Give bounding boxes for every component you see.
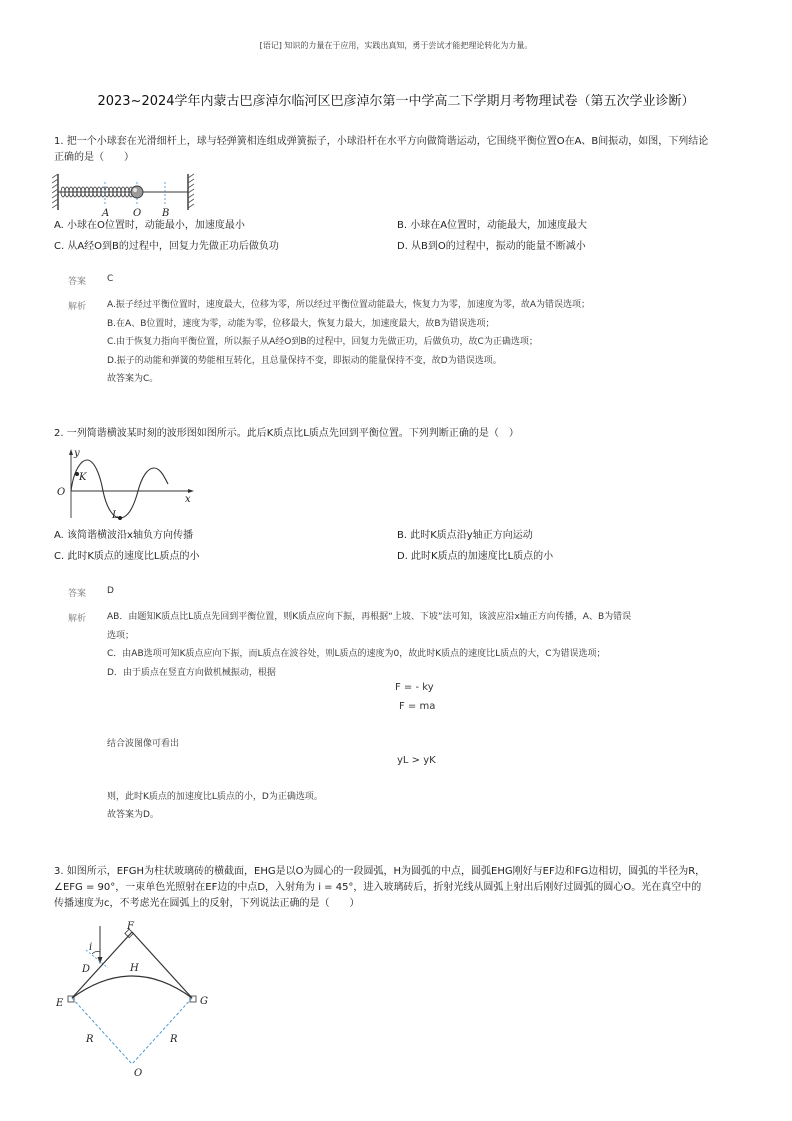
- q3-stem-line2: ∠EFG = 90°，一束单色光照射在EF边的中点D，入射角为 i = 45°，进入玻璃砖后，折射光线从圆弧上射出后刚好过圆弧的圆心O。光在真空中的: [54, 882, 702, 893]
- q1-option-c[interactable]: C. 从A经O到B的过程中，回复力先做正功后做负功: [54, 241, 279, 252]
- q3-glass-brick-figure: [52, 920, 222, 1080]
- q1-label-a: A: [102, 208, 110, 218]
- q1-explanation-line: C.由于恢复力指向平衡位置，所以振子从A经O到B的过程中，回复力先做正功，后做负功，故C为正确选项；: [107, 337, 538, 347]
- q1-explanation-line: 故答案为C。: [107, 374, 159, 384]
- q1-stem-line1: 1. 把一个小球套在光滑细杆上，球与轻弹簧相连组成弹簧振子，小球沿杆在水平方向做简谐运动，它围绕平衡位置O在A、B间振动，如图，下列结论: [54, 136, 709, 147]
- q1-label-b: B: [162, 208, 170, 218]
- q2-label-k: K: [79, 472, 87, 483]
- q1-option-b[interactable]: B. 小球在A位置时，动能最大，加速度最大: [397, 220, 588, 231]
- q1-stem-line2: 正确的是（ ）: [54, 152, 134, 163]
- q3-label-g: G: [200, 996, 208, 1007]
- q3-stem: [54, 864, 705, 912]
- page-title: 2023~2024学年内蒙古巴彦淖尔临河区巴彦淖尔第一中学高二下学期月考物理试卷（第五次学业诊断）: [97, 94, 695, 109]
- q2-combine-text: 结合波图像可看出: [107, 739, 180, 749]
- q3-label-h: H: [130, 963, 139, 974]
- q1-explanation-line: D.振子的动能和弹簧的势能相互转化，且总量保持不变，即振动的能量保持不变，故D为错误选项。: [107, 355, 502, 366]
- q3-label-i: i: [89, 942, 93, 953]
- q1-spring-oscillator-figure: [52, 172, 197, 218]
- q2-explain-label: 解析: [68, 614, 87, 624]
- q1-explanation: [107, 296, 590, 389]
- q2-explanation-line: 选项；: [107, 630, 135, 641]
- q3-arc-ehg: [72, 976, 192, 998]
- q1-explanation-line: B.在A、B位置时，速度为零，动能为零，位移最大，恢复力最大，加速度最大，故B为错误选项；: [107, 318, 495, 329]
- q2-option-d[interactable]: D. 此时K质点的加速度比L质点的小: [397, 551, 554, 562]
- q1-answer-label: 答案: [68, 277, 87, 287]
- q2-wave-figure: [54, 446, 202, 522]
- q1-stem: [54, 134, 708, 166]
- q2-explanation-line: AB．由题知K质点比L质点先回到平衡位置，则K质点应向下振，再根据“上坡、下坡”法可知，该波应沿x轴正方向传播，A、B为错误: [107, 612, 632, 622]
- q2-formula-newton: F = ma: [399, 701, 436, 712]
- q3-stem-line3: 传播速度为c，不考虑光在圆弧上的反射，下列说法正确的是（ ）: [54, 898, 360, 909]
- q2-label-x: x: [185, 494, 191, 505]
- q2-wave-curve: [71, 460, 168, 518]
- q2-option-a[interactable]: A. 该简谐横波沿x轴负方向传播: [54, 530, 193, 541]
- q3-label-d: D: [82, 964, 91, 975]
- q1-option-d[interactable]: D. 从B到O的过程中，振动的能量不断减小: [397, 241, 586, 252]
- q3-label-e: E: [56, 998, 64, 1009]
- q2-explanation-line: C．由AB选项可知K质点应向下振，而L质点在波谷处，则L质点的速度为0，故此时K质点的速度比L质点的大，C为错误选项；: [107, 649, 606, 659]
- q2-final-answer: 故答案为D。: [107, 810, 159, 820]
- q1-ball: [131, 186, 143, 198]
- q3-label-r-right: R: [170, 1034, 178, 1045]
- q1-explanation-line: A.振子经过平衡位置时，速度最大，位移为零，所以经过平衡位置动能最大，恢复力为零，加速度为零，故A为错误选项；: [107, 300, 591, 310]
- q1-option-a[interactable]: A. 小球在O位置时，动能最小，加速度最小: [54, 220, 245, 231]
- q1-explain-label: 解析: [68, 302, 87, 312]
- q2-stem: 2. 一列简谐横波某时刻的波形图如图所示。此后K质点比L质点先回到平衡位置。下列判断正确的是（ ）: [54, 428, 519, 439]
- q3-label-r-left: R: [86, 1034, 94, 1045]
- q1-answer-value: C: [107, 274, 114, 284]
- q2-answer-value: D: [107, 586, 114, 596]
- q2-option-c[interactable]: C. 此时K质点的速度比L质点的小: [54, 551, 200, 562]
- page-banner: [语记] 知识的力量在于应用，实践出真知，勇于尝试才能把理论转化为力量。: [259, 41, 533, 50]
- q2-label-l: L: [112, 510, 119, 521]
- q1-label-o: O: [133, 208, 142, 218]
- q3-stem-line1: 3. 如图所示，EFGH为柱状玻璃砖的横截面，EHG是以O为圆心的一段圆弧，H为圆弧的中点，圆弧EHG刚好与EF边和FG边相切，圆弧的半径为R，: [54, 866, 706, 877]
- q3-label-o: O: [134, 1068, 143, 1079]
- q2-explanation-line: D．由于质点在竖直方向做机械振动，根据: [107, 667, 276, 678]
- q2-answer-label: 答案: [68, 589, 87, 599]
- q2-formula-hooke: F = - ky: [395, 682, 434, 693]
- q2-formula-compare: yL > yK: [397, 755, 436, 766]
- q3-label-f: F: [127, 921, 134, 932]
- q2-conclusion: 则，此时K质点的加速度比L质点的小，D为正确选项。: [107, 792, 323, 802]
- q2-label-y: y: [74, 448, 80, 459]
- q2-option-b[interactable]: B. 此时K质点沿y轴正方向运动: [397, 530, 533, 541]
- q2-explanation: [107, 608, 631, 682]
- q2-label-o: O: [57, 487, 66, 498]
